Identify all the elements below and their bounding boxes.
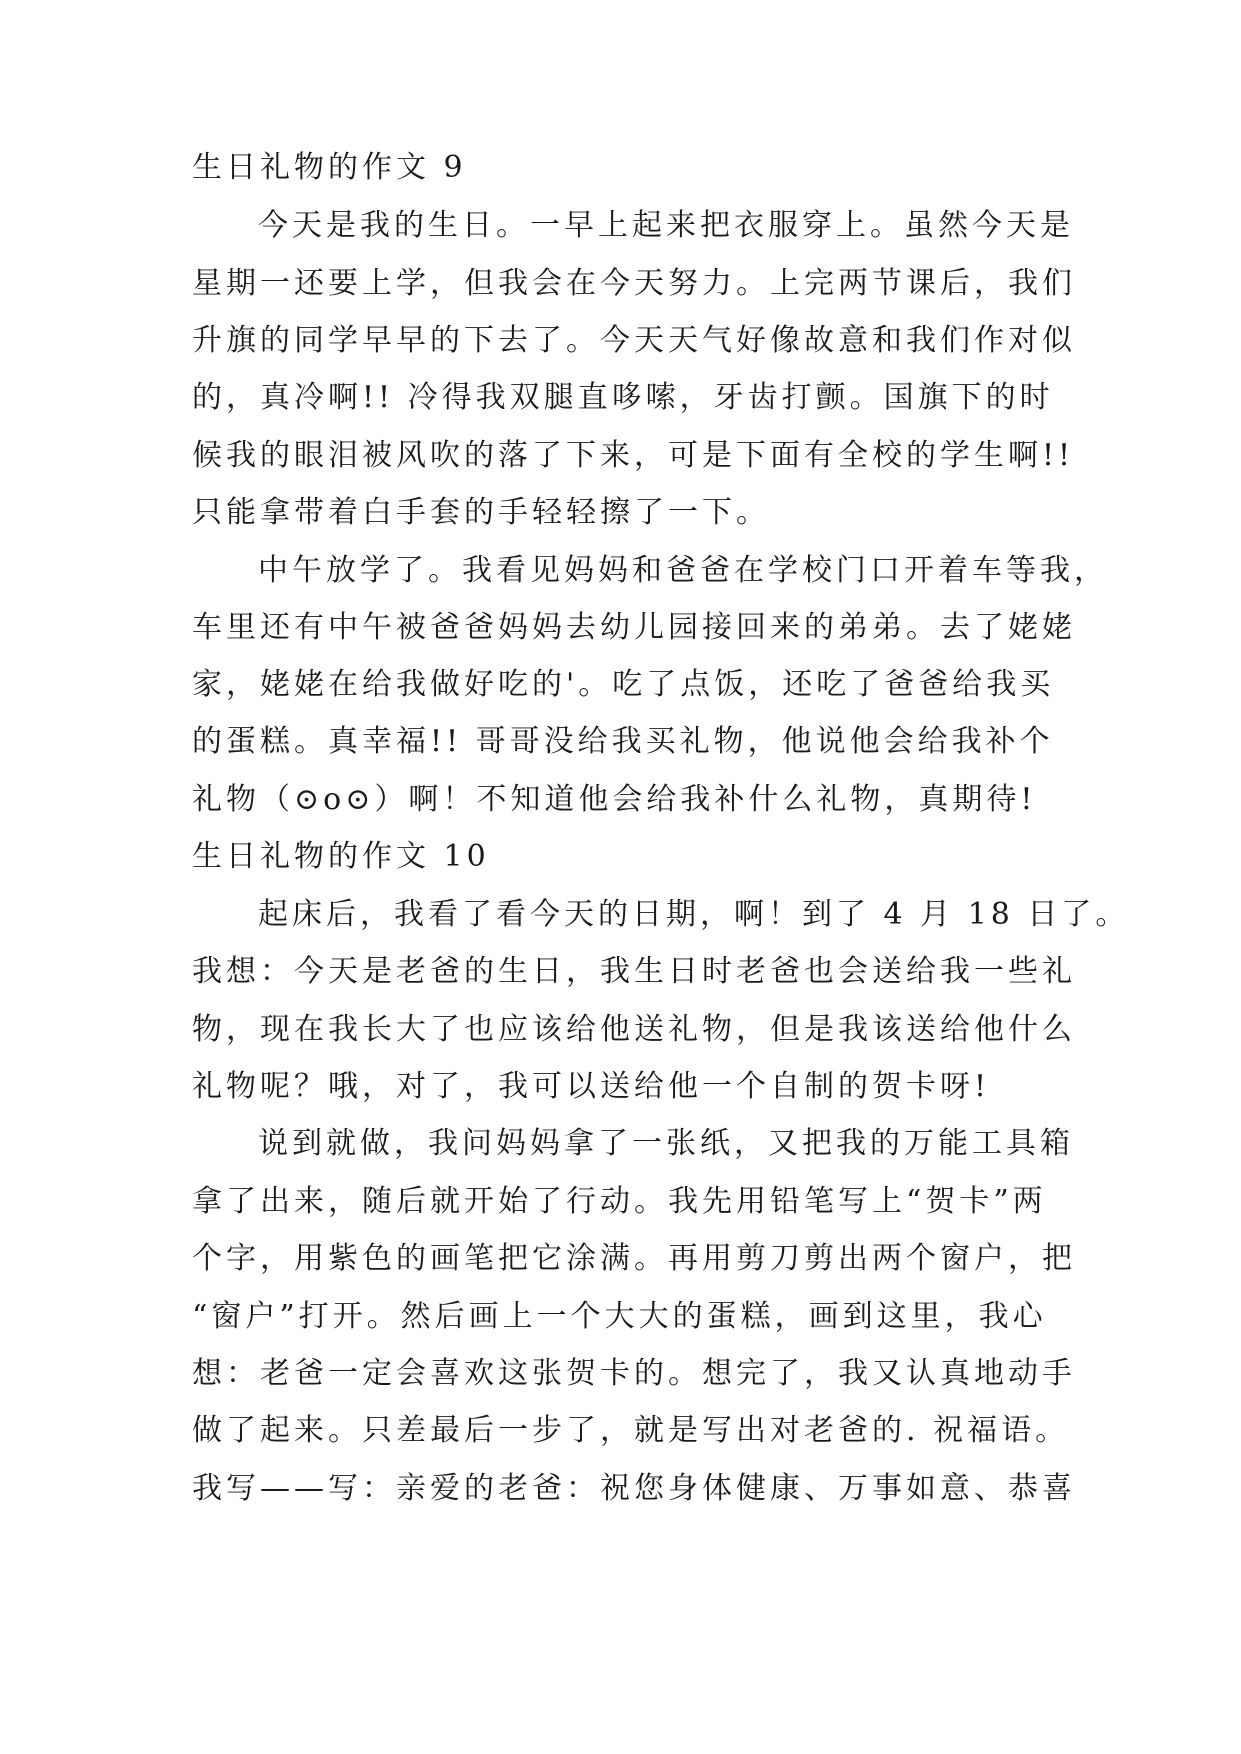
essay-9-para-1-line-2: 星期一还要上学，但我会在今天努力。上完两节课后，我们 — [192, 266, 1076, 301]
essay-9-para-1-line-1: 今天是我的生日。一早上起来把衣服穿上。虽然今天是 — [258, 208, 1074, 243]
essay-10-para-2-line-5: 想：老爸一定会喜欢这张贺卡的。想完了，我又认真地动手 — [192, 1356, 1076, 1391]
essay-10-title: 生日礼物的作文 10 — [192, 839, 490, 874]
essay-9-para-2-line-2: 车里还有中午被爸爸妈妈去幼儿园接回来的弟弟。去了姥姥 — [192, 610, 1076, 645]
essay-10-para-1-line-2: 我想：今天是老爸的生日，我生日时老爸也会送给我一些礼 — [192, 954, 1076, 989]
essay-9-para-1-line-4: 的，真冷啊!! 冷得我双腿直哆嗦，牙齿打颤。国旗下的时 — [192, 380, 1054, 415]
essay-10-para-2-line-1: 说到就做，我问妈妈拿了一张纸，又把我的万能工具箱 — [258, 1126, 1074, 1161]
essay-9-para-1-line-5: 候我的眼泪被风吹的落了下来，可是下面有全校的学生啊!! — [192, 438, 1075, 473]
essay-9-title: 生日礼物的作文 9 — [192, 150, 467, 185]
essay-10-para-2-line-4: “窗户”打开。然后画上一个大大的蛋糕，画到这里，我心 — [192, 1299, 1047, 1334]
essay-9-para-2-line-4: 的蛋糕。真幸福!! 哥哥没给我买礼物，他说他会给我补个 — [192, 724, 1054, 759]
essay-10-para-1-line-3: 物，现在我长大了也应该给他送礼物，但是我该送给他什么 — [192, 1012, 1076, 1047]
essay-9-para-1-line-3: 升旗的同学早早的下去了。今天天气好像故意和我们作对似 — [192, 323, 1076, 358]
essay-10-para-2-line-6: 做了起来。只差最后一步了，就是写出对老爸的. 祝福语。 — [192, 1413, 1070, 1448]
essay-9-para-2-line-5: 礼物（⊙o⊙）啊！不知道他会给我补什么礼物，真期待! — [192, 782, 1037, 817]
essay-9-para-2-line-1: 中午放学了。我看见妈妈和爸爸在学校门口开着车等我， — [258, 553, 1108, 588]
essay-10-para-1-line-1: 起床后，我看了看今天的日期，啊！到了 4 月 18 日了。 — [258, 897, 1130, 932]
essay-10-para-1-line-4: 礼物呢？哦，对了，我可以送给他一个自制的贺卡呀! — [192, 1069, 991, 1104]
essay-10-para-2-line-3: 个字，用紫色的画笔把它涂满。再用剪刀剪出两个窗户，把 — [192, 1241, 1076, 1276]
essay-10-para-2-line-7: 我写——写：亲爱的老爸：祝您身体健康、万事如意、恭喜 — [192, 1471, 1076, 1506]
essay-9-para-2-line-3: 家，姥姥在给我做好吃的'。吃了点饭，还吃了爸爸给我买 — [192, 667, 1055, 702]
essay-9-para-1-line-6: 只能拿带着白手套的手轻轻擦了一下。 — [192, 495, 770, 530]
essay-10-para-2-line-2: 拿了出来，随后就开始了行动。我先用铅笔写上“贺卡”两 — [192, 1184, 1047, 1219]
